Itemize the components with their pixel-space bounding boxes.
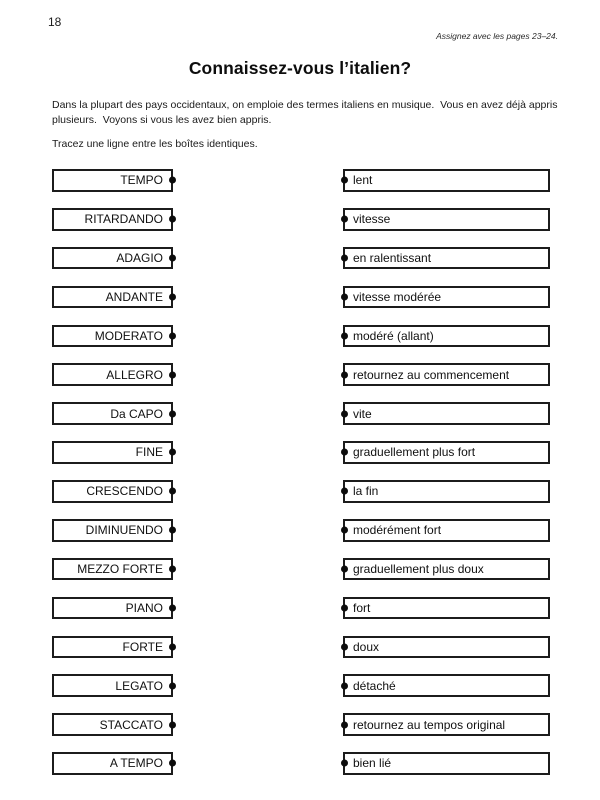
- match-row: [52, 325, 550, 348]
- term-box: [52, 713, 173, 736]
- match-row: [52, 636, 550, 659]
- connector-dot-icon: [169, 721, 176, 728]
- match-row: [52, 247, 550, 270]
- intro-paragraph: Dans la plupart des pays occidentaux, on emploie des termes italiens en musique. Vous en avez déjà appris plusieurs. Voyons si vous les avez bien appris.: [52, 99, 561, 126]
- connector-dot-icon: [341, 410, 348, 417]
- match-row: [52, 713, 550, 736]
- connector-dot-icon: [341, 293, 348, 300]
- definition-box: [343, 286, 550, 309]
- term-label: RITARDANDO: [84, 212, 163, 227]
- connector-dot-icon: [341, 488, 348, 495]
- term-label: TEMPO: [120, 173, 163, 188]
- connector-dot-icon: [341, 682, 348, 689]
- match-row: [52, 286, 550, 309]
- match-row: [52, 208, 550, 231]
- definition-label: vitesse: [353, 212, 391, 227]
- definition-box: [343, 636, 550, 659]
- connector-dot-icon: [341, 527, 348, 534]
- definition-box: [343, 402, 550, 425]
- match-row: [52, 558, 550, 581]
- definition-label: doux: [353, 639, 380, 654]
- definition-label: lent: [353, 173, 373, 188]
- match-row: [52, 752, 550, 775]
- match-row: [52, 402, 550, 425]
- definition-box: [343, 519, 550, 542]
- term-box: [52, 325, 173, 348]
- definition-box: [343, 713, 550, 736]
- term-box: [52, 752, 173, 775]
- connector-dot-icon: [341, 643, 348, 650]
- connector-dot-icon: [169, 216, 176, 223]
- match-row: [52, 480, 550, 503]
- connector-dot-icon: [169, 643, 176, 650]
- term-box: [52, 597, 173, 620]
- definition-box: [343, 674, 550, 697]
- connector-dot-icon: [341, 332, 348, 339]
- page-number: 18: [48, 15, 62, 29]
- term-box: [52, 480, 173, 503]
- connector-dot-icon: [169, 488, 176, 495]
- connector-dot-icon: [169, 371, 176, 378]
- definition-label: retournez au commencement: [353, 367, 510, 382]
- page-title: Connaissez-vous l’italien?: [188, 58, 412, 78]
- matching-exercise: [52, 169, 550, 791]
- term-label: CRESCENDO: [86, 484, 163, 499]
- definition-label: en ralentissant: [353, 251, 432, 266]
- term-label: ANDANTE: [105, 289, 163, 304]
- match-row: [52, 169, 550, 192]
- definition-box: [343, 597, 550, 620]
- term-label: PIANO: [125, 600, 163, 615]
- connector-dot-icon: [169, 760, 176, 767]
- connector-dot-icon: [169, 410, 176, 417]
- connector-dot-icon: [341, 449, 348, 456]
- connector-dot-icon: [169, 682, 176, 689]
- match-row: [52, 597, 550, 620]
- definition-label: la fin: [353, 484, 379, 499]
- term-label: ALLEGRO: [106, 367, 163, 382]
- term-box: [52, 674, 173, 697]
- definition-label: graduellement plus fort: [353, 445, 476, 460]
- connector-dot-icon: [169, 255, 176, 262]
- connector-dot-icon: [341, 255, 348, 262]
- definition-label: modérément fort: [353, 523, 442, 538]
- definition-label: fort: [353, 600, 371, 615]
- definition-box: [343, 247, 550, 270]
- term-label: FORTE: [122, 639, 163, 654]
- term-box: [52, 441, 173, 464]
- connector-dot-icon: [341, 216, 348, 223]
- definition-label: détaché: [353, 678, 396, 693]
- term-label: ADAGIO: [116, 251, 163, 266]
- term-label: MODERATO: [94, 328, 163, 343]
- definition-label: bien lié: [353, 756, 392, 771]
- definition-label: retournez au tempos original: [353, 717, 506, 732]
- term-box: [52, 519, 173, 542]
- term-box: [52, 636, 173, 659]
- definition-label: graduellement plus doux: [353, 562, 484, 577]
- match-row: [52, 363, 550, 386]
- connector-dot-icon: [169, 293, 176, 300]
- term-label: LEGATO: [115, 678, 163, 693]
- connector-dot-icon: [169, 449, 176, 456]
- term-box: [52, 169, 173, 192]
- definition-box: [343, 208, 550, 231]
- definition-box: [343, 169, 550, 192]
- definition-box: [343, 441, 550, 464]
- term-label: A TEMPO: [109, 756, 163, 771]
- connector-dot-icon: [169, 527, 176, 534]
- match-row: [52, 441, 550, 464]
- instruction-text: Tracez une ligne entre les boîtes identiques.: [52, 138, 258, 150]
- term-label: FINE: [135, 445, 163, 460]
- connector-dot-icon: [341, 604, 348, 611]
- connector-dot-icon: [169, 566, 176, 573]
- definition-label: vite: [353, 406, 372, 421]
- definition-box: [343, 363, 550, 386]
- connector-dot-icon: [341, 177, 348, 184]
- connector-dot-icon: [341, 566, 348, 573]
- connector-dot-icon: [169, 332, 176, 339]
- connector-dot-icon: [341, 371, 348, 378]
- match-row: [52, 519, 550, 542]
- term-box: [52, 363, 173, 386]
- connector-dot-icon: [169, 177, 176, 184]
- definition-label: vitesse modérée: [353, 289, 442, 304]
- assignment-note: Assignez avec les pages 23–24.: [436, 31, 558, 41]
- term-label: MEZZO FORTE: [77, 562, 163, 577]
- connector-dot-icon: [341, 760, 348, 767]
- term-label: Da CAPO: [110, 406, 163, 421]
- term-box: [52, 558, 173, 581]
- definition-box: [343, 752, 550, 775]
- term-box: [52, 402, 173, 425]
- term-label: DIMINUENDO: [85, 523, 163, 538]
- connector-dot-icon: [169, 604, 176, 611]
- definition-box: [343, 480, 550, 503]
- definition-label: modéré (allant): [353, 328, 434, 343]
- term-box: [52, 208, 173, 231]
- connector-dot-icon: [341, 721, 348, 728]
- match-row: [52, 674, 550, 697]
- definition-box: [343, 558, 550, 581]
- term-box: [52, 286, 173, 309]
- definition-box: [343, 325, 550, 348]
- term-box: [52, 247, 173, 270]
- term-label: STACCATO: [99, 717, 163, 732]
